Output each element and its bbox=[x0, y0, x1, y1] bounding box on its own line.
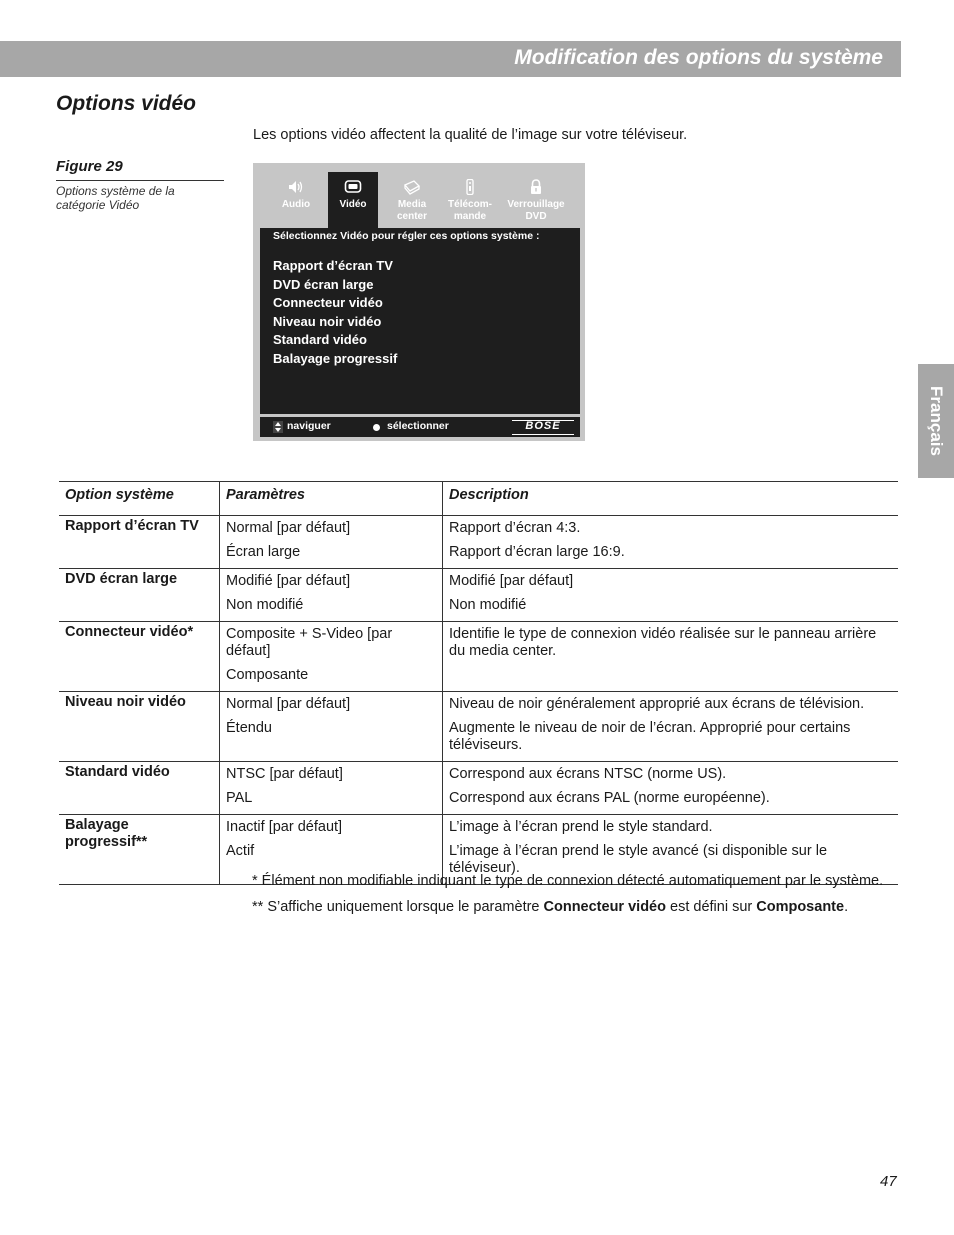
param-value: Actif bbox=[226, 843, 255, 859]
desc-text: Identifie le type de connexion vidéo réalisée sur le panneau arrière du media center. bbox=[449, 626, 877, 659]
screen-menu-item[interactable]: Balayage progressif bbox=[273, 350, 398, 366]
screen-tab-label: Media center bbox=[396, 199, 427, 222]
param-value: Composante bbox=[226, 667, 309, 683]
navigate-hint: naviguer bbox=[287, 420, 331, 432]
option-params bbox=[220, 569, 443, 622]
desc-text: Non modifié bbox=[449, 597, 527, 613]
system-options-screen bbox=[253, 163, 585, 441]
param-value: Inactif [par défaut] bbox=[226, 819, 343, 835]
param-value: Composite + S-Video [par défaut] bbox=[226, 626, 393, 659]
option-description bbox=[443, 516, 899, 569]
desc-text: Rapport d’écran large 16:9. bbox=[449, 544, 625, 560]
tv-icon bbox=[344, 179, 362, 195]
screen-footer bbox=[260, 417, 580, 437]
select-icon bbox=[373, 424, 380, 431]
screen-menu bbox=[273, 257, 397, 369]
page-header-title: Modification des options du système bbox=[514, 46, 883, 69]
page-number: 47 bbox=[880, 1173, 897, 1190]
param-value: Modifié [par défaut] bbox=[226, 573, 351, 589]
table-row bbox=[59, 516, 898, 569]
media-center-icon bbox=[403, 179, 421, 195]
desc-text: L’image à l’écran prend le style avancé (si disponible sur le téléviseur). bbox=[449, 843, 828, 876]
language-tab-label: Français bbox=[927, 386, 946, 456]
screen-menu-item[interactable]: Rapport d’écran TV bbox=[273, 258, 393, 273]
screen-tab-remote[interactable] bbox=[445, 172, 495, 228]
footnote-2 bbox=[252, 899, 892, 916]
table-row bbox=[59, 622, 898, 692]
desc-text: Niveau de noir généralement approprié aux écrans de télévision. bbox=[449, 696, 865, 712]
header-bar bbox=[0, 41, 901, 77]
option-name: DVD écran large bbox=[59, 569, 220, 622]
remote-icon bbox=[461, 179, 479, 195]
footnote-1: * Élément non modifiable indiquant le type de connexion détecté automatiquement par le système. bbox=[252, 873, 884, 889]
option-name: Niveau noir vidéo bbox=[59, 692, 220, 762]
param-value: PAL bbox=[226, 790, 253, 806]
option-params bbox=[220, 622, 443, 692]
screen-menu-item[interactable]: Standard vidéo bbox=[273, 332, 367, 348]
lock-icon bbox=[527, 179, 545, 195]
option-description bbox=[443, 622, 899, 692]
table-header-row bbox=[59, 482, 898, 516]
screen-menu-item[interactable]: Connecteur vidéo bbox=[273, 295, 383, 311]
screen-tab-label: Vidéo bbox=[339, 199, 367, 210]
footnote-2-text: ** S’affiche uniquement lorsque le paramètre bbox=[252, 899, 544, 915]
desc-text: Correspond aux écrans PAL (norme européenne). bbox=[449, 790, 770, 806]
desc-text: Modifié [par défaut] bbox=[449, 573, 574, 589]
desc-text: Correspond aux écrans NTSC (norme US). bbox=[449, 766, 727, 782]
option-name: Standard vidéo bbox=[59, 762, 220, 815]
column-header: Paramètres bbox=[220, 482, 443, 516]
screen-menu-item[interactable]: Niveau noir vidéo bbox=[273, 313, 382, 329]
screen-tab-media-center[interactable] bbox=[387, 172, 437, 228]
option-params bbox=[220, 762, 443, 815]
section-title: Options vidéo bbox=[56, 92, 197, 115]
screen-tab-audio[interactable] bbox=[271, 172, 321, 228]
options-table bbox=[59, 481, 898, 885]
param-value: Normal [par défaut] bbox=[226, 696, 351, 712]
select-hint: sélectionner bbox=[387, 420, 449, 432]
speaker-icon bbox=[287, 179, 305, 195]
param-value: Non modifié bbox=[226, 597, 304, 613]
option-name: Connecteur vidéo* bbox=[59, 622, 220, 692]
param-value: Écran large bbox=[226, 544, 301, 560]
param-value: Étendu bbox=[226, 720, 272, 736]
footnotes bbox=[252, 873, 892, 925]
footnote-2-bold: Composante bbox=[756, 899, 845, 915]
screen-panel bbox=[260, 228, 580, 414]
option-description bbox=[443, 762, 899, 815]
language-tab bbox=[918, 364, 954, 478]
option-params bbox=[220, 692, 443, 762]
param-value: Normal [par défaut] bbox=[226, 520, 351, 536]
column-header: Description bbox=[443, 482, 899, 516]
footnote-2-text: est défini sur bbox=[665, 899, 757, 915]
desc-text: Rapport d’écran 4:3. bbox=[449, 520, 581, 536]
desc-text: L’image à l’écran prend le style standard. bbox=[449, 819, 713, 835]
footnote-2-bold: Connecteur vidéo bbox=[543, 899, 666, 915]
navigate-icon bbox=[273, 421, 283, 433]
table-row bbox=[59, 762, 898, 815]
figure-caption: Options système de la catégorie Vidéo bbox=[56, 184, 175, 212]
column-header: Option système bbox=[59, 482, 220, 516]
screen-menu-item[interactable]: DVD écran large bbox=[273, 276, 374, 292]
figure-label: Figure 29 bbox=[56, 158, 224, 181]
screen-tab-label: Audio bbox=[281, 199, 311, 210]
table-row bbox=[59, 692, 898, 762]
screen-prompt: Sélectionnez Vidéo pour régler ces options système : bbox=[273, 230, 540, 242]
footnote-2-text: . bbox=[844, 899, 849, 915]
screen-tab-label: Télécom-mande bbox=[448, 199, 492, 222]
param-value: NTSC [par défaut] bbox=[226, 766, 343, 782]
option-description bbox=[443, 569, 899, 622]
option-params bbox=[220, 516, 443, 569]
option-name: Balayage progressif** bbox=[59, 815, 220, 885]
option-name: Rapport d’écran TV bbox=[59, 516, 220, 569]
option-description bbox=[443, 692, 899, 762]
screen-tab-dvd-lock[interactable] bbox=[504, 172, 568, 228]
section-intro: Les options vidéo affectent la qualité de l’image sur votre téléviseur. bbox=[253, 127, 688, 143]
screen-tab-video[interactable] bbox=[328, 172, 378, 228]
table-row bbox=[59, 569, 898, 622]
desc-text: Augmente le niveau de noir de l’écran. Approprié pour certains téléviseurs. bbox=[449, 720, 851, 753]
bose-logo: BOSE bbox=[512, 420, 574, 435]
screen-tab-label: Verrouillage DVD bbox=[507, 199, 565, 222]
